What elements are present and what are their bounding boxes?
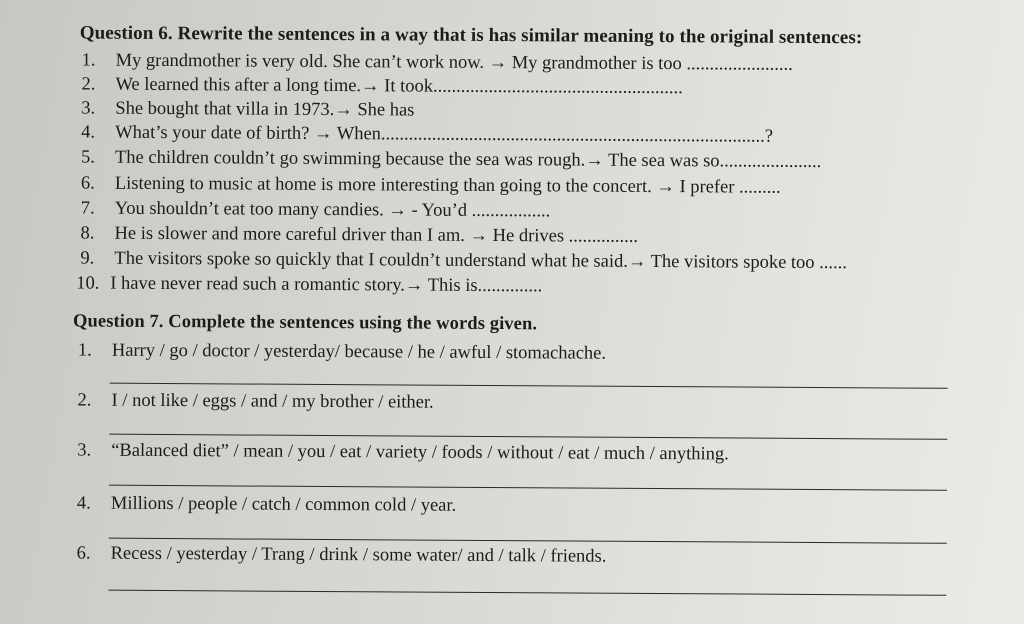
q6-item-number: 8. — [80, 223, 95, 244]
q7-item-number: 6. — [76, 543, 91, 564]
q6-item-text: Listening to music at home is more interesting than going to the concert. → I prefer ......... — [114, 173, 781, 198]
q6-item-1 — [82, 50, 793, 75]
q6-item-text: We learned this after a long time.→ It took...................................................... — [115, 74, 683, 99]
q7-answer-line-2 — [109, 434, 947, 440]
q7-item-text: Recess / yesterday / Trang / drink / some water/ and / talk / friends. — [110, 543, 607, 567]
q6-item-5 — [81, 147, 821, 173]
q6-item-10 — [76, 273, 542, 297]
q7-item-number: 1. — [77, 340, 92, 361]
q6-item-6 — [81, 173, 781, 198]
q6-item-number: 4. — [81, 122, 96, 143]
q7-item-4 — [77, 493, 456, 516]
q7-item-text: I / not like / eggs / and / my brother / either. — [111, 390, 434, 413]
q7-answer-line-5 — [108, 590, 946, 596]
q6-item-8 — [81, 223, 639, 247]
question-7-title: Question 7. Complete the sentences using the words given. — [72, 311, 538, 335]
q6-item-9 — [80, 248, 847, 274]
q6-item-7 — [81, 198, 551, 222]
q6-item-2 — [81, 74, 682, 99]
q6-item-text: The children couldn’t go swimming because the sea was rough.→ The sea was so...................... — [114, 147, 822, 173]
q6-item-number: 1. — [81, 50, 96, 71]
q7-item-2 — [77, 390, 433, 413]
q7-item-text: Harry / go / doctor / yesterday/ because / he / awful / stomachache. — [111, 340, 607, 364]
q6-item-number: 3. — [81, 98, 96, 119]
q6-item-3 — [81, 98, 414, 121]
q7-item-text: Millions / people / catch / common cold / year. — [110, 493, 457, 516]
q7-answer-line-3 — [109, 485, 947, 491]
q6-item-text: You shouldn’t eat too many candies. → - You’d ................. — [114, 198, 551, 222]
q7-item-5 — [77, 543, 607, 567]
q7-answer-line-1 — [110, 383, 948, 389]
q6-item-number: 2. — [81, 74, 96, 95]
q7-item-number: 3. — [77, 440, 92, 461]
q6-item-text: He is slower and more careful driver than I am. → He drives ............... — [114, 223, 639, 247]
q6-item-4 — [81, 122, 773, 147]
q6-item-number: 9. — [80, 248, 95, 269]
q6-item-number: 5. — [80, 147, 95, 168]
q6-item-text: She bought that villa in 1973.→ She has — [115, 98, 415, 121]
q7-item-1 — [78, 340, 606, 364]
q7-item-text: “Balanced diet” / mean / you / eat / variety / foods / without / eat / much / anything. — [111, 440, 729, 465]
q7-answer-line-4 — [109, 538, 947, 544]
q7-item-3 — [77, 440, 729, 465]
q6-item-text: The visitors spoke so quickly that I couldn’t understand what he said.→ The visitors spoke too ...... — [114, 248, 848, 274]
q6-item-number: 7. — [80, 198, 95, 219]
q6-item-text: My grandmother is very old. She can’t work now. → My grandmother is too ....................... — [115, 50, 793, 75]
q6-item-number: 6. — [80, 173, 95, 194]
q6-item-number: 10. — [76, 273, 100, 294]
q6-item-text: I have never read such a romantic story.→ This is.............. — [110, 273, 543, 297]
question-6-title: Question 6. Rewrite the sentences in a way that is has similar meaning to the original sentences: — [79, 22, 863, 49]
q7-item-number: 2. — [77, 390, 92, 411]
q6-item-text: What’s your date of birth? → When...................................................................................? — [115, 122, 774, 147]
q7-item-number: 4. — [76, 493, 91, 514]
